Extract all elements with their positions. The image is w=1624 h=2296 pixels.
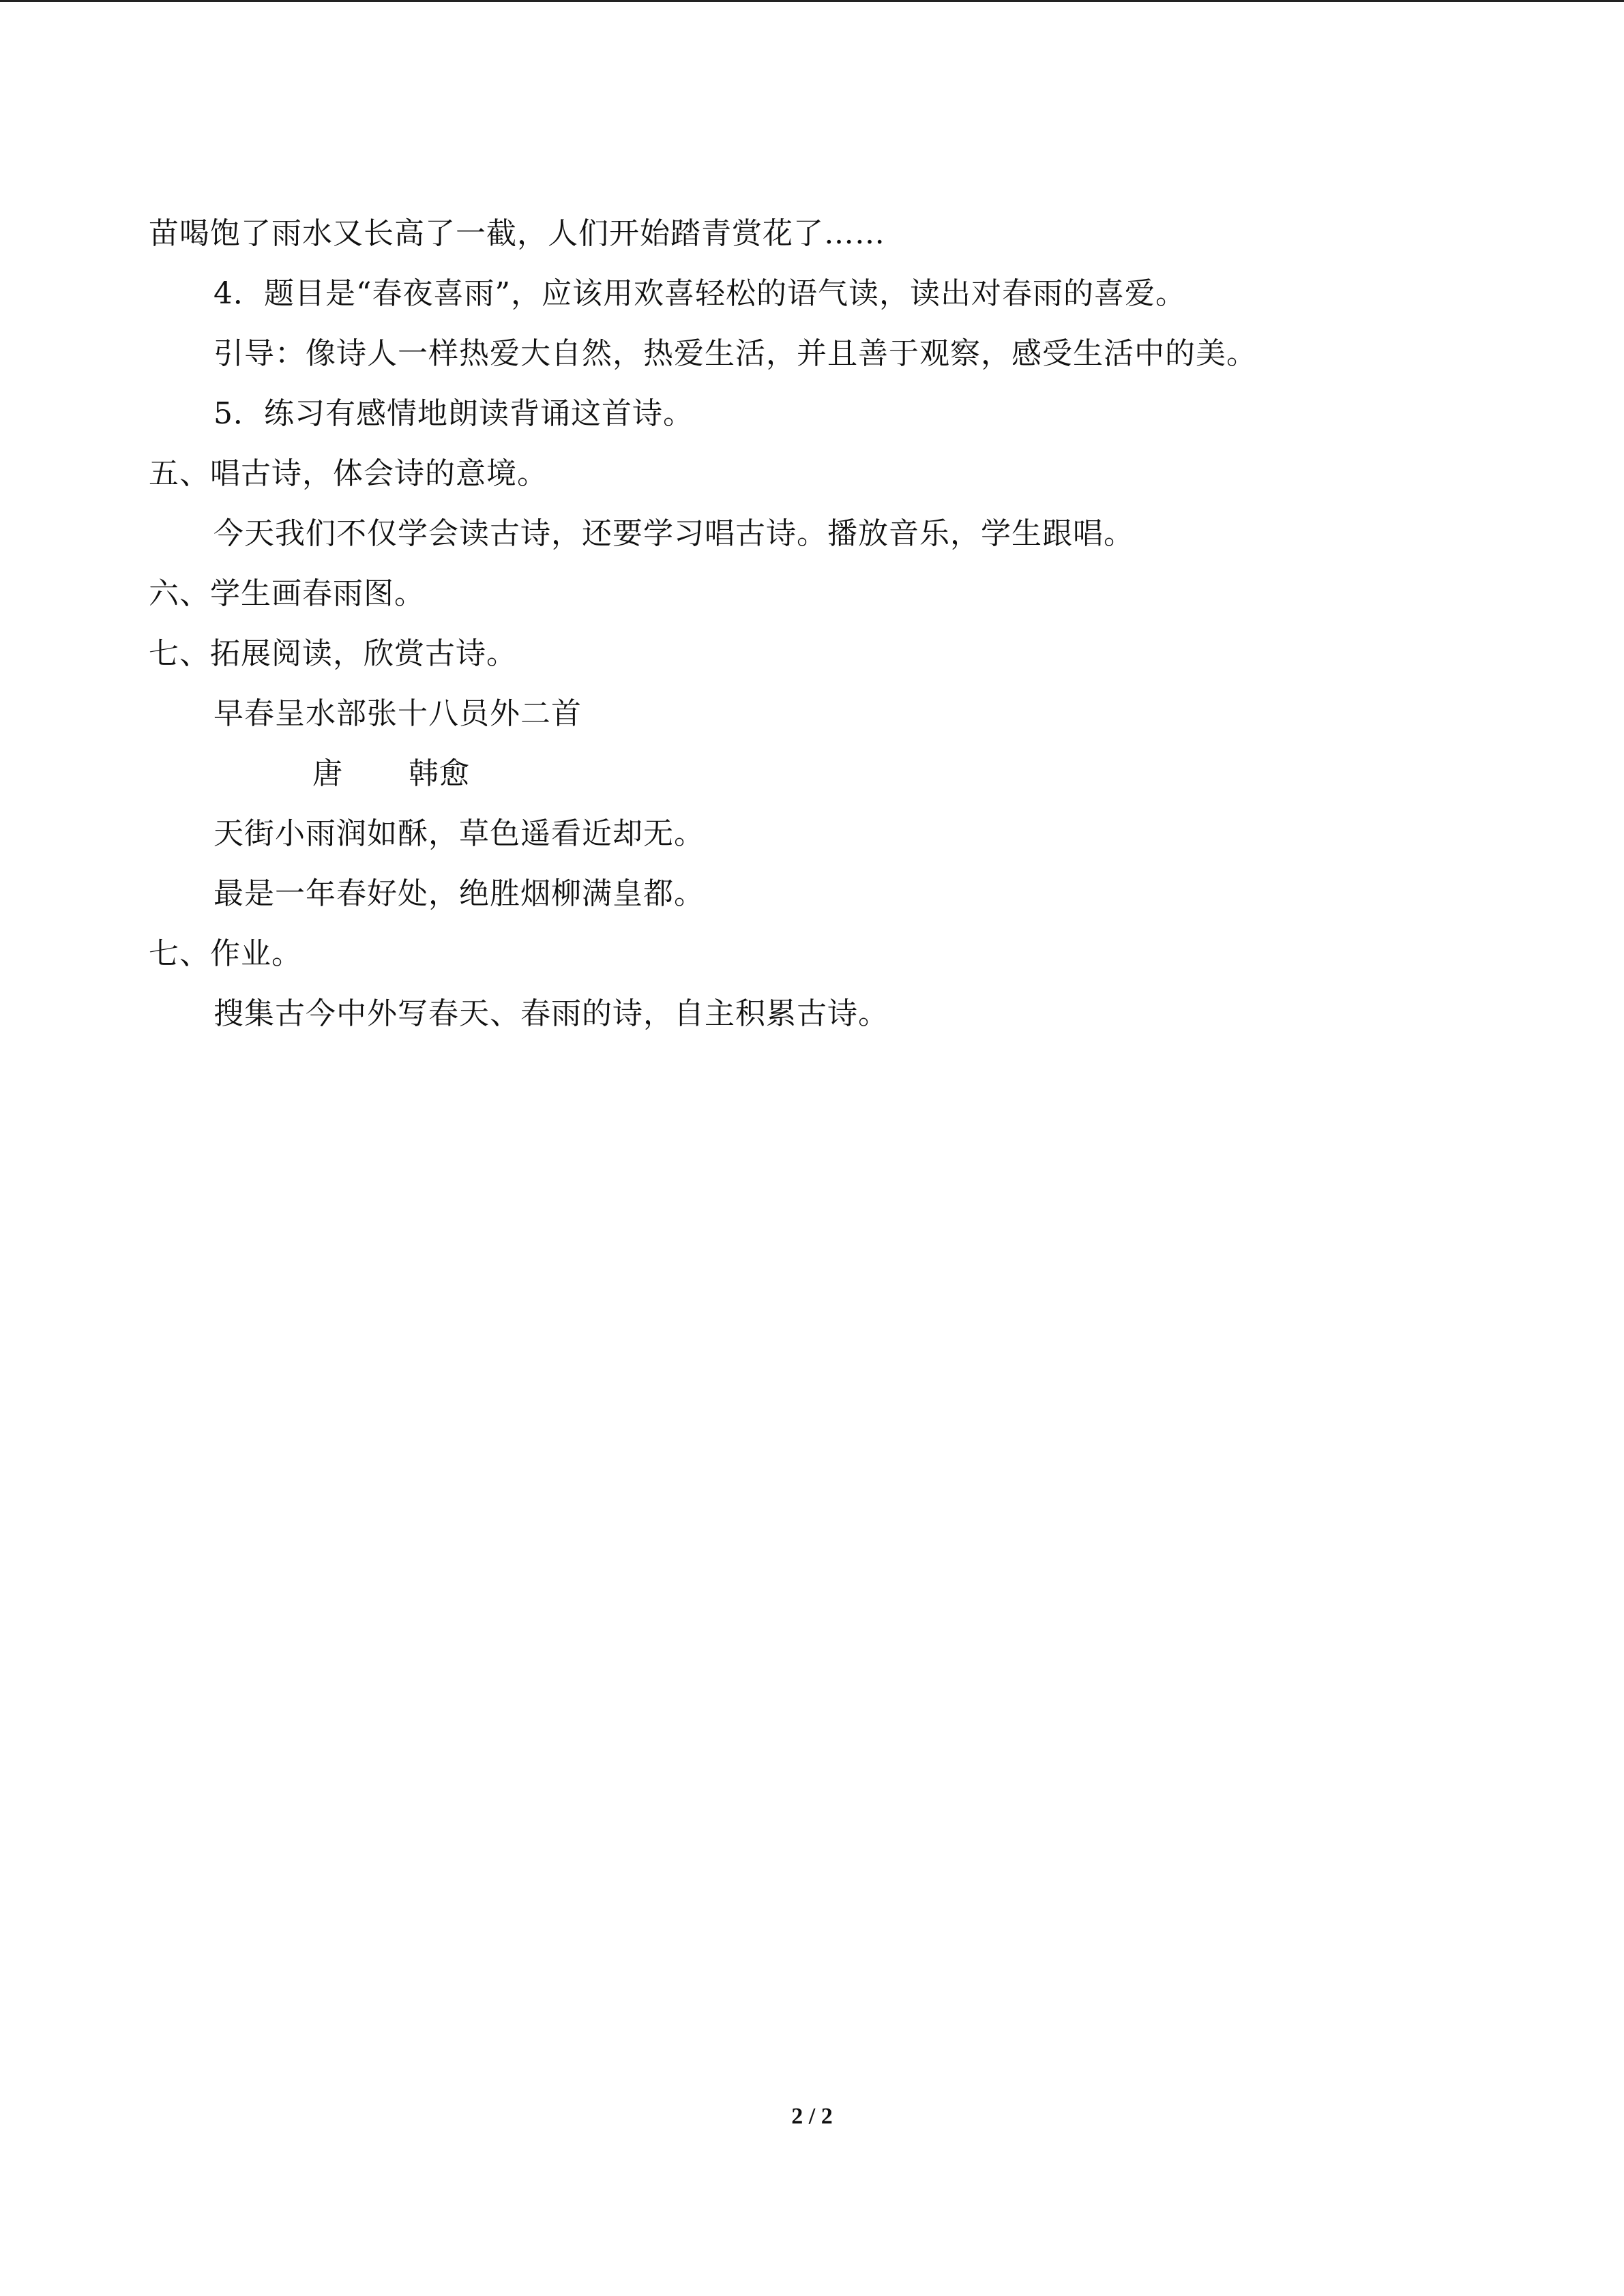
section-heading-homework: 七、作业。 [149,936,302,971]
section-heading-7-reading: 七、拓展阅读，欣赏古诗。 [149,636,517,671]
poem-author-name: 韩愈 [409,756,470,791]
poem-author-line [312,754,470,794]
text-line-step-4: 4．题目是“春夜喜雨”，应该用欢喜轻松的语气读，读出对春雨的喜爱。 [213,276,1186,311]
text-line-singing: 今天我们不仅学会读古诗，还要学习唱古诗。播放音乐，学生跟唱。 [213,516,1134,551]
page-number: 2 / 2 [791,2104,833,2129]
section-heading-5: 五、唱古诗，体会诗的意境。 [149,456,548,491]
poem-title: 早春呈水部张十八员外二首 [213,696,582,731]
text-line-guidance: 引导：像诗人一样热爱大自然，热爱生活，并且善于观察，感受生活中的美。 [213,336,1257,371]
section-heading-6: 六、学生画春雨图。 [149,576,425,611]
poem-verse-2: 最是一年春好处，绝胜烟柳满皇都。 [213,876,705,911]
poem-dynasty: 唐 [312,756,343,791]
text-line-continuation: 苗喝饱了雨水又长高了一截，人们开始踏青赏花了…… [149,216,885,251]
text-line-step-5: 5．练习有感情地朗读背诵这首诗。 [213,396,694,431]
poem-verse-1: 天街小雨润如酥，草色遥看近却无。 [213,816,705,851]
text-line-homework: 搜集古今中外写春天、春雨的诗，自主积累古诗。 [213,996,889,1031]
